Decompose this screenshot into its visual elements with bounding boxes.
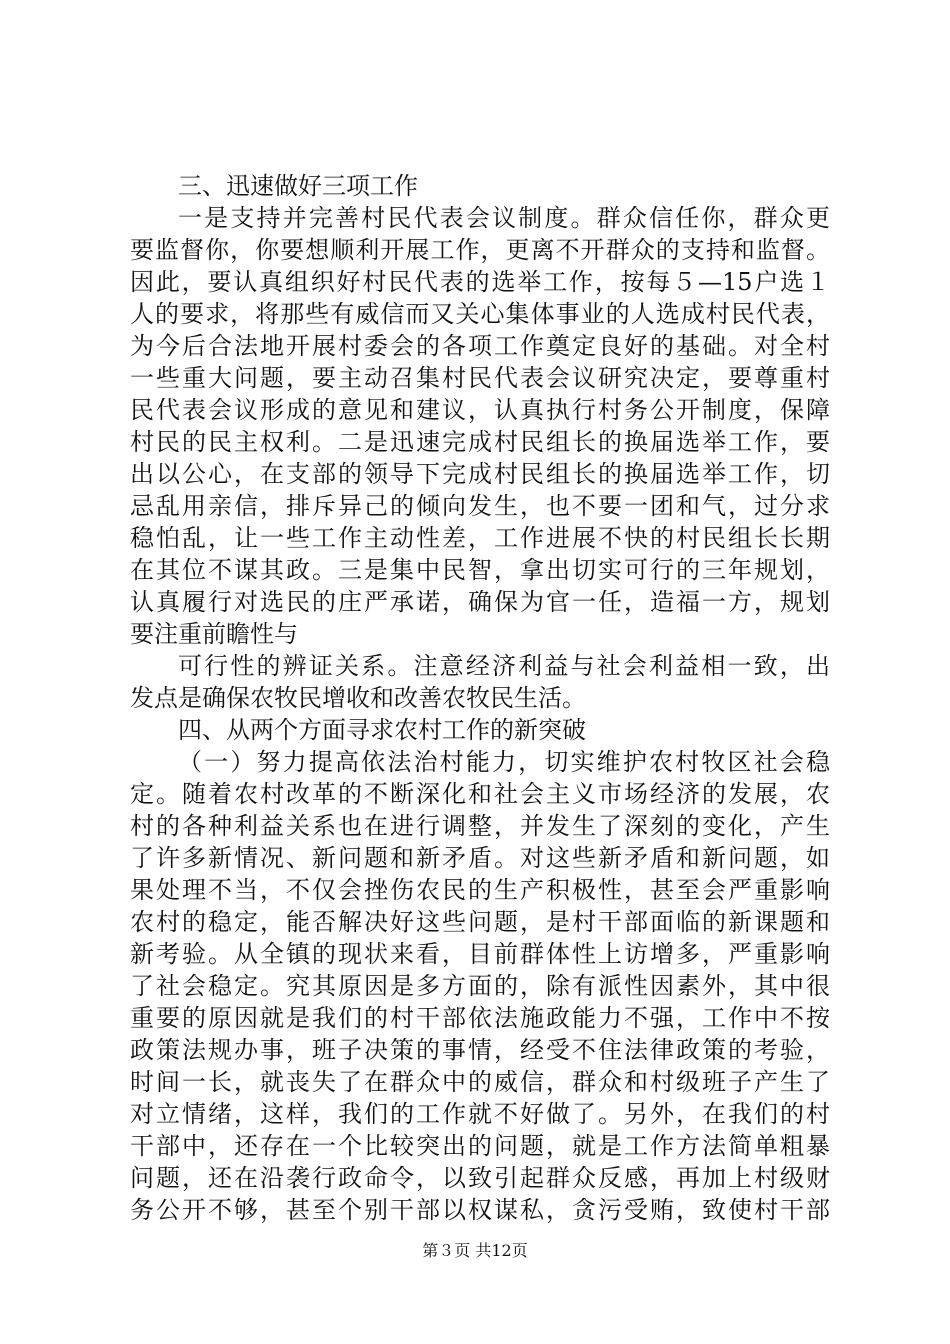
paragraph-line: 一是支持并完善村民代表会议制度。群众信任你，群众更 bbox=[178, 204, 830, 232]
paragraph-line: 出以公心，在支部的领导下完成村民组长的换届选举工作，切 bbox=[130, 460, 830, 488]
paragraph-line: 因此，要认真组织好村民代表的选举工作，按每５—15户选１ bbox=[130, 268, 830, 296]
paragraph-line: 干部中，还存在一个比较突出的问题，就是工作方法简单粗暴 bbox=[130, 1132, 830, 1160]
paragraph-line: 一些重大问题，要主动召集村民代表会议研究决定，要尊重村 bbox=[130, 364, 830, 392]
paragraph-line: 了许多新情况、新问题和新矛盾。对这些新矛盾和新问题，如 bbox=[130, 844, 830, 872]
paragraph-line: 忌乱用亲信，排斥异己的倾向发生，也不要一团和气，过分求 bbox=[130, 492, 830, 520]
paragraph-line: 村民的民主权利。二是迅速完成村民组长的换届选举工作，要 bbox=[130, 428, 830, 456]
paragraph-line: 在其位不谋其政。三是集中民智，拿出切实可行的三年规划， bbox=[130, 556, 830, 584]
paragraph-line: 时间一长，就丧失了在群众中的威信，群众和村级班子产生了 bbox=[130, 1068, 830, 1096]
paragraph-line: 稳怕乱，让一些工作主动性差，工作进展不快的村民组长长期 bbox=[130, 524, 830, 552]
paragraph-line: 问题，还在沿袭行政命令，以致引起群众反感，再加上村级财 bbox=[130, 1164, 830, 1192]
paragraph-line: 务公开不够，甚至个别干部以权谋私，贪污受贿，致使村干部 bbox=[130, 1196, 830, 1224]
paragraph-line: 发点是确保农牧民增收和改善农牧民生活。 bbox=[130, 684, 586, 712]
section-heading-three: 三、迅速做好三项工作 bbox=[178, 172, 418, 200]
paragraph-line: 村的各种利益关系也在进行调整，并发生了深刻的变化，产生 bbox=[130, 812, 830, 840]
paragraph-line: 定。随着农村改革的不断深化和社会主义市场经济的发展，农 bbox=[130, 780, 830, 808]
paragraph-line: 为今后合法地开展村委会的各项工作奠定良好的基础。对全村 bbox=[130, 332, 830, 360]
paragraph-line: 重要的原因就是我们的村干部依法施政能力不强，工作中不按 bbox=[130, 1004, 830, 1032]
paragraph-line: 对立情绪，这样，我们的工作就不好做了。另外，在我们的村 bbox=[130, 1100, 830, 1128]
paragraph-line: 要监督你，你要想顺利开展工作，更离不开群众的支持和监督。 bbox=[130, 236, 830, 264]
paragraph-line: （一）努力提高依法治村能力，切实维护农村牧区社会稳 bbox=[178, 748, 830, 776]
page-number-footer: 第３页 共12页 bbox=[422, 1241, 528, 1260]
paragraph-line: 认真履行对选民的庄严承诺，确保为官一任，造福一方，规划 bbox=[130, 588, 830, 616]
paragraph-line: 可行性的辨证关系。注意经济利益与社会利益相一致，出 bbox=[178, 652, 830, 680]
paragraph-line: 了社会稳定。究其原因是多方面的，除有派性因素外，其中很 bbox=[130, 972, 830, 1000]
document-body bbox=[130, 170, 830, 1226]
paragraph-line: 新考验。从全镇的现状来看，目前群体性上访增多，严重影响 bbox=[130, 940, 830, 968]
paragraph-line: 果处理不当，不仅会挫伤农民的生产积极性，甚至会严重影响 bbox=[130, 876, 830, 904]
paragraph-line: 农村的稳定，能否解决好这些问题，是村干部面临的新课题和 bbox=[130, 908, 830, 936]
paragraph-line: 要注重前瞻性与 bbox=[130, 620, 298, 648]
section-heading-four: 四、从两个方面寻求农村工作的新突破 bbox=[178, 716, 586, 744]
paragraph-line: 民代表会议形成的意见和建议，认真执行村务公开制度，保障 bbox=[130, 396, 830, 424]
paragraph-line: 人的要求，将那些有威信而又关心集体事业的人选成村民代表， bbox=[130, 300, 830, 328]
paragraph-line: 政策法规办事，班子决策的事情，经受不住法律政策的考验， bbox=[130, 1036, 830, 1064]
